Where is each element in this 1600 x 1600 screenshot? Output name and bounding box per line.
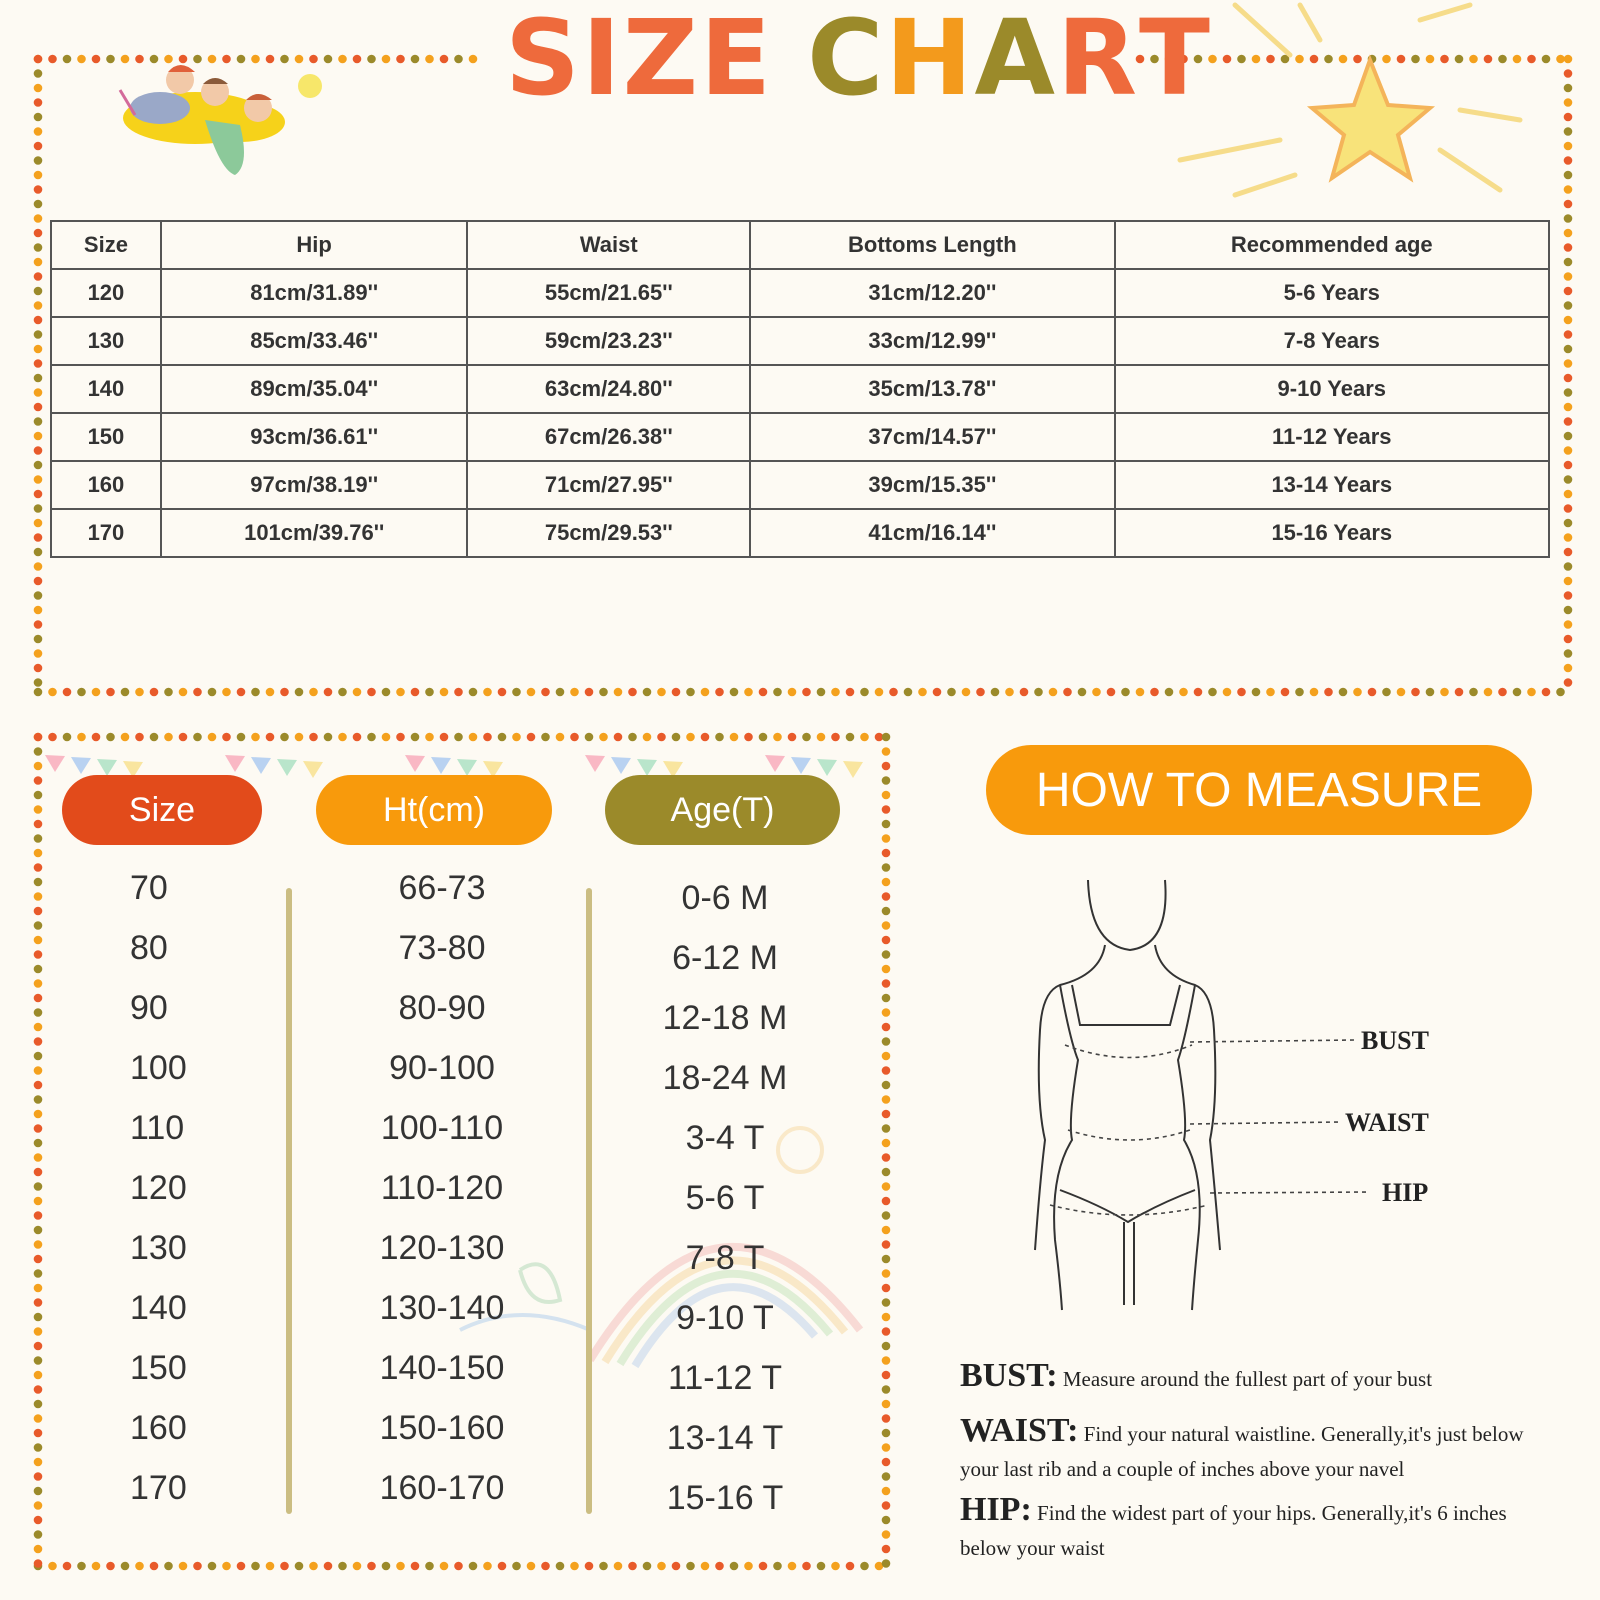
height-value: 120-130 — [379, 1229, 505, 1267]
size-value: 150 — [130, 1349, 187, 1387]
header-waist: Waist — [467, 221, 750, 269]
table-cell: 130 — [51, 317, 161, 365]
table-cell: 101cm/39.76'' — [161, 509, 468, 557]
table-cell: 160 — [51, 461, 161, 509]
height-pill — [316, 775, 552, 845]
how-to-measure-banner — [986, 745, 1532, 835]
height-column — [362, 858, 522, 1518]
header-hip: Hip — [161, 221, 468, 269]
table-cell: 81cm/31.89'' — [161, 269, 468, 317]
table-cell: 33cm/12.99'' — [750, 317, 1114, 365]
title-part: R — [1056, 0, 1140, 119]
table-cell: 59cm/23.23'' — [467, 317, 750, 365]
height-value: 73-80 — [398, 929, 486, 967]
table-cell: 37cm/14.57'' — [750, 413, 1114, 461]
measure-lines — [1050, 1040, 1370, 1215]
table-row — [51, 365, 1549, 413]
age-value: 6-12 M — [672, 939, 778, 977]
header-bottoms-length: Bottoms Length — [750, 221, 1114, 269]
size-column — [130, 858, 250, 1518]
size-value: 70 — [130, 869, 168, 907]
height-value: 110-120 — [380, 1169, 504, 1207]
size-pill-label: Size — [128, 790, 196, 829]
table-row — [51, 509, 1549, 557]
star-illustration — [1180, 5, 1520, 195]
height-value: 90-100 — [389, 1049, 495, 1087]
bust-description — [960, 1358, 1560, 1397]
table-cell: 93cm/36.61'' — [161, 413, 468, 461]
table-cell: 55cm/21.65'' — [467, 269, 750, 317]
column-divider-2 — [586, 888, 592, 1514]
height-pill-label: Ht(cm) — [383, 790, 485, 829]
waist-label: WAIST — [1345, 1108, 1429, 1137]
age-value: 5-6 T — [685, 1179, 765, 1217]
height-value: 66-73 — [398, 869, 486, 907]
age-pill-label: Age(T) — [670, 790, 775, 829]
age-value: 7-8 T — [685, 1239, 765, 1277]
age-value: 15-16 T — [666, 1479, 784, 1517]
height-value: 160-170 — [379, 1469, 505, 1507]
hip-description — [960, 1492, 1560, 1566]
column-divider-1 — [286, 888, 292, 1514]
table-cell: 9-10 Years — [1115, 365, 1549, 413]
header-size: Size — [51, 221, 161, 269]
table-cell: 170 — [51, 509, 161, 557]
table-cell: 35cm/13.78'' — [750, 365, 1114, 413]
hip-label: HIP — [1382, 1178, 1429, 1207]
table-row — [51, 413, 1549, 461]
size-value: 130 — [130, 1229, 187, 1267]
title-part: C — [807, 0, 886, 119]
size-value: 170 — [130, 1469, 187, 1507]
size-value: 90 — [130, 989, 168, 1027]
table-row — [51, 269, 1549, 317]
title-part: T — [1139, 0, 1212, 119]
waist-term: WAIST: — [960, 1412, 1079, 1449]
page-title — [505, 0, 1212, 119]
size-table — [50, 220, 1550, 558]
bust-term: BUST: — [960, 1357, 1058, 1394]
size-value: 160 — [130, 1409, 187, 1447]
table-cell: 120 — [51, 269, 161, 317]
table-cell: 31cm/12.20'' — [750, 269, 1114, 317]
waist-description — [960, 1413, 1560, 1487]
bust-text: Measure around the fullest part of your bust — [1062, 1367, 1433, 1391]
age-value: 0-6 M — [681, 879, 769, 917]
age-value: 9-10 T — [676, 1299, 774, 1337]
table-cell: 11-12 Years — [1115, 413, 1549, 461]
table-row — [51, 317, 1549, 365]
title-part: A — [974, 0, 1057, 119]
size-value: 120 — [130, 1169, 187, 1207]
hip-text: Find the widest part of your hips. Generally,it's 6 inches below your waist — [960, 1501, 1507, 1560]
table-row — [51, 461, 1549, 509]
age-value: 12-18 M — [662, 999, 788, 1037]
table-cell: 7-8 Years — [1115, 317, 1549, 365]
size-value: 110 — [130, 1109, 185, 1147]
hip-term: HIP: — [960, 1491, 1032, 1528]
table-header-row — [51, 221, 1549, 269]
age-value: 13-14 T — [666, 1419, 784, 1457]
table-cell: 140 — [51, 365, 161, 413]
age-pill — [605, 775, 840, 845]
waist-text: Find your natural waistline. Generally,it's just below your last rib and a couple of inches above your navel — [960, 1422, 1524, 1481]
table-cell: 75cm/29.53'' — [467, 509, 750, 557]
how-to-measure-title: HOW TO MEASURE — [1035, 763, 1483, 817]
age-value: 3-4 T — [685, 1119, 765, 1157]
size-pill — [62, 775, 262, 845]
table-cell: 150 — [51, 413, 161, 461]
header-recommended-age: Recommended age — [1115, 221, 1549, 269]
age-column — [630, 868, 820, 1528]
age-value: 18-24 M — [662, 1059, 788, 1097]
size-value: 140 — [130, 1289, 187, 1327]
table-cell: 41cm/16.14'' — [750, 509, 1114, 557]
age-value: 11-12 T — [667, 1359, 783, 1397]
height-value: 140-150 — [379, 1349, 505, 1387]
title-part: SIZE — [505, 0, 774, 119]
title-part: H — [885, 0, 975, 119]
height-value: 130-140 — [379, 1289, 505, 1327]
table-cell: 39cm/15.35'' — [750, 461, 1114, 509]
size-value: 100 — [130, 1049, 187, 1087]
table-cell: 5-6 Years — [1115, 269, 1549, 317]
table-cell: 89cm/35.04'' — [161, 365, 468, 413]
height-value: 150-160 — [379, 1409, 505, 1447]
height-value: 80-90 — [398, 989, 486, 1027]
table-cell: 97cm/38.19'' — [161, 461, 468, 509]
height-value: 100-110 — [380, 1109, 504, 1147]
bust-label: BUST — [1361, 1026, 1429, 1055]
body-figure — [1035, 880, 1220, 1310]
airplane-kids-illustration — [120, 65, 322, 175]
size-value: 80 — [130, 929, 168, 967]
table-cell: 85cm/33.46'' — [161, 317, 468, 365]
table-cell: 15-16 Years — [1115, 509, 1549, 557]
table-cell: 71cm/27.95'' — [467, 461, 750, 509]
table-cell: 67cm/26.38'' — [467, 413, 750, 461]
table-cell: 63cm/24.80'' — [467, 365, 750, 413]
table-cell: 13-14 Years — [1115, 461, 1549, 509]
